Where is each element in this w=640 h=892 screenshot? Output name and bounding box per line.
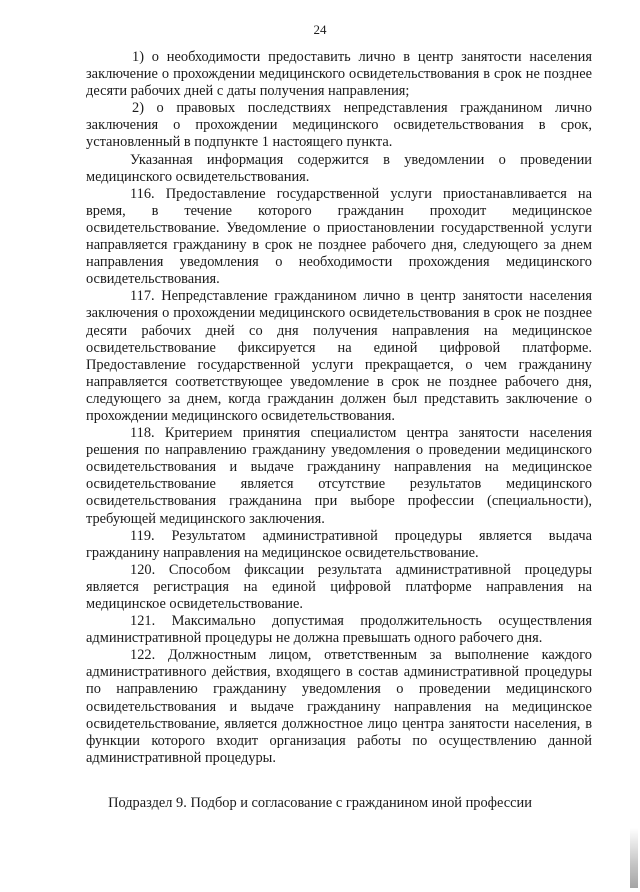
paragraph-122: 122. Должностным лицом, ответственным за выполнение каждого административного действия, входящего в состав административной процедуры по направлению гражданину уведомления о проведении медицинского освидетельствования и выдаче гражданину направления на медицинское освидетельствование, является должностное лицо центра занятости населения, в функции которого входит организация работы по осуществлению данной административной процедуры. (86, 647, 592, 766)
subsection-heading: Подраздел 9. Подбор и согласование с гражданином иной профессии (108, 795, 532, 811)
page-number: 24 (313, 22, 327, 37)
paragraph-116: 116. Предоставление государственной услуги приостанавливается на время, в течение которого гражданин проходит медицинское освидетельствование. Уведомление о приостановлении государственной услуги направляется гражданину в срок не позднее рабочего дня, следующего за днем направления уведомления о необходимости прохождения медицинского освидетельствования. (86, 185, 592, 288)
paragraph-118: 118. Критерием принятия специалистом центра занятости населения решения по направлению гражданину уведомления о проведении медицинского освидетельствования и выдаче гражданину направления на медицинское освидетельствование является отсутствие результатов медицинского освидетельствования гражданина при выборе профессии (специальности), требующей медицинского заключения. (86, 425, 592, 527)
paragraph-info-note: Указанная информация содержится в уведомлении о проведении медицинского освидетельствования. (86, 151, 592, 185)
document-body (86, 49, 592, 767)
paragraph-item-2: 2) о правовых последствиях непредставления гражданином лично заключения о прохождении медицинского освидетельствования в срок, установленный в подпункте 1 настоящего пункта. (86, 100, 592, 151)
paragraph-117: 117. Непредставление гражданином лично в центр занятости населения заключения о прохождении медицинского освидетельствования в срок не позднее десяти рабочих дней со дня получения направления на медицинское освидетельствование фиксируется на единой цифровой платформе. Предоставление государственной услуги прекращается, о чем гражданину направляется соответствующее уведомление в срок не позднее рабочего дня, следующего за днем, когда гражданин должен был представить заключение о прохождении медицинского освидетельствования. (86, 288, 592, 424)
paragraph-119: 119. Результатом административной процедуры является выдача гражданину направления на медицинское освидетельствование. (86, 527, 592, 561)
paragraph-121: 121. Максимально допустимая продолжительность осуществления административной процедуры не должна превышать одного рабочего дня. (86, 613, 592, 647)
paragraph-item-1: 1) о необходимости предоставить лично в центр занятости населения заключение о прохождении медицинского освидетельствования в срок не позднее десяти рабочих дней с даты получения направления; (86, 49, 592, 100)
paragraph-120: 120. Способом фиксации результата административной процедуры является регистрация на единой цифровой платформе направления на медицинское освидетельствование. (86, 561, 592, 612)
scan-edge-shadow (630, 828, 638, 888)
